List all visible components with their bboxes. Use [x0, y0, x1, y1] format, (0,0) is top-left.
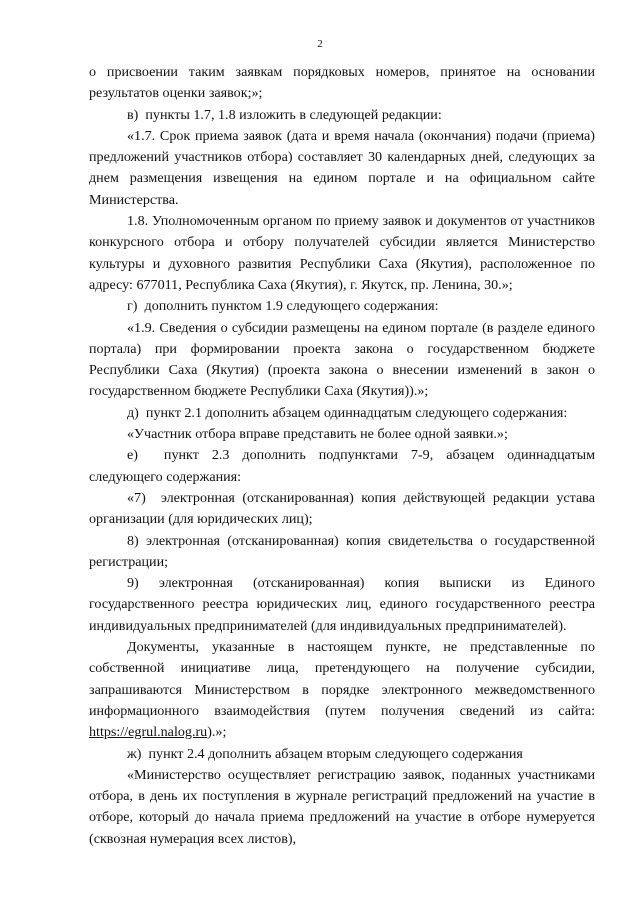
paragraph-6: «1.9. Сведения о субсидии размещены на едином портале (в разделе единого портала) при формировании проекта закона о государственном бюджете Республики Саха (Якутия) (проекта закона о внесении изменений в закон о государственном бюджете Республики Саха (Якутия)).»; [89, 319, 595, 400]
paragraph-5: г) дополнить пунктом 1.9 следующего содержания: [127, 298, 439, 315]
paragraph-11: 8) электронная (отсканированная) копия свидетельства о государственной регистрации; [89, 532, 595, 570]
paragraph-13-text: Документы, указанные в настоящем пункте, не представленные по собственной инициативе лица, претендующего на получение субсидии, запрашиваются Министерством в порядке электронного межведомственного информационного взаимодействия (путем получения сведений из сайта: [89, 639, 595, 719]
egrul-link[interactable]: https://egrul.nalog.ru [89, 724, 208, 741]
paragraph-15: «Министерство осуществляет регистрацию заявок, поданных участниками отбора, в день их поступления в журнале регистраций предложений на участие в отборе, который до начала приема предложений на участие в отборе нумеруется (сквозная нумерация всех листов), [89, 766, 595, 847]
paragraph-13 [89, 637, 595, 743]
paragraph-13-tail: ).»; [207, 724, 227, 741]
paragraph-12: 9) электронная (отсканированная) копия выписки из Единого государственного реестра юридических лиц, единого государственного реестра индивидуальных предпринимателей (для индивидуальных предпринимателей). [89, 575, 595, 634]
paragraph-2: в) пункты 1.7, 1.8 изложить в следующей редакции: [127, 106, 442, 123]
paragraph-9: е) пункт 2.3 дополнить подпунктами 7-9, абзацем одиннадцатым следующего содержания: [89, 447, 595, 485]
paragraph-1: о присвоении таким заявкам порядковых номеров, принятое на основании результатов оценки заявок;»; [89, 64, 595, 102]
paragraph-10: «7) электронная (отсканированная) копия действующей редакции устава организации (для юридических лиц); [89, 489, 595, 528]
paragraph-8: «Участник отбора вправе представить не более одной заявки.»; [127, 426, 508, 443]
paragraph-7: д) пункт 2.1 дополнить абзацем одиннадцатым следующего содержания: [127, 404, 568, 421]
paragraph-14: ж) пункт 2.4 дополнить абзацем вторым следующего содержания [127, 745, 523, 762]
page-number: 2 [317, 38, 323, 50]
document-body [89, 62, 595, 850]
paragraph-4: 1.8. Уполномоченным органом по приему заявок и документов от участников конкурсного отбора и отбору получателей субсидии является Министерство культуры и духовного развития Республики Саха (Якутия), расположенное по адресу: 677011, Республика Саха (Якутия), г. Якутск, пр. Ленина, 30.»; [89, 213, 595, 293]
paragraph-3: «1.7. Срок приема заявок (дата и время начала (окончания) подачи (приема) предложений участников отбора) составляет 30 календарных дней, следующих за днем размещения извещения на едином портале и на официальном сайте Министерства. [89, 127, 595, 208]
